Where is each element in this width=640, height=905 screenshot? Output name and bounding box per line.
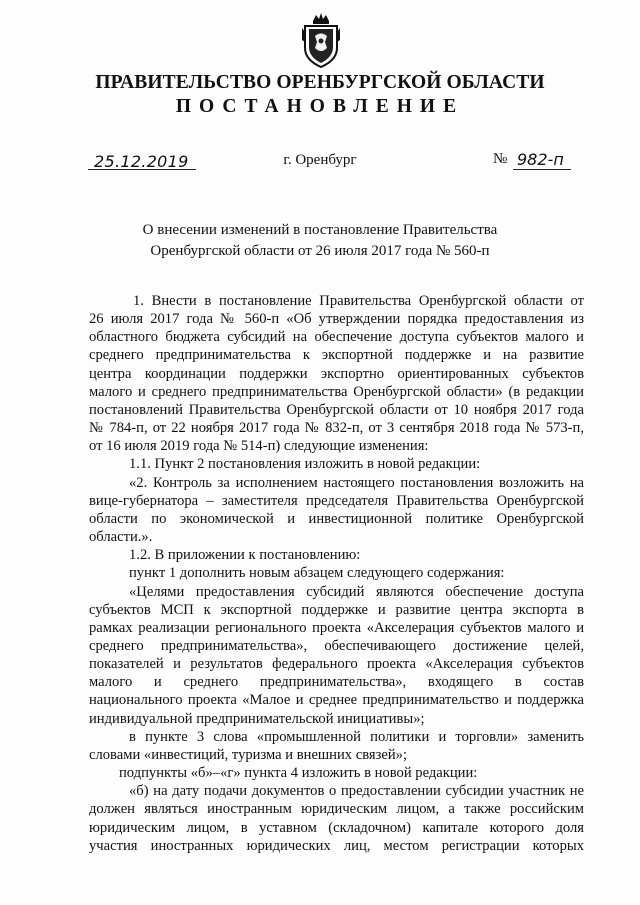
body-line: областного бюджета субсидий на обеспечение доступа субъектов малого и — [89, 329, 584, 346]
body-line: 26 июля 2017 года № 560-п «Об утверждении порядка предоставления из — [89, 311, 584, 328]
body-line: области по экономической и инвестиционной политике Оренбургской — [89, 510, 584, 527]
subject-line: О внесении изменений в постановление Правительства — [142, 222, 498, 238]
body-line: постановлений Правительства Оренбургской области от 10 ноября 2017 года — [89, 401, 584, 418]
government-name: ПРАВИТЕЛЬСТВО ОРЕНБУРГСКОЙ ОБЛАСТИ — [95, 72, 545, 93]
document-date: 25.12.2019 — [94, 152, 189, 171]
body-line: словами «инвестиций, туризма и внешних связей»; — [89, 746, 408, 763]
subject-line: Оренбургской области от 26 июля 2017 года № 560-п — [150, 243, 490, 259]
body-line: юридическим лицом, в уставном (складочном) капитале которого доля — [89, 819, 584, 836]
date-underline — [88, 169, 196, 170]
body-line: участия иностранных юридических лиц, местом регистрации которых — [89, 837, 584, 854]
body-line: «б) на дату подачи документов о предоставлении субсидии участник не — [129, 783, 584, 800]
number-underline — [513, 169, 571, 170]
body-line: в пункте 3 слова «промышленной политики и торговли» заменить — [129, 728, 584, 745]
body-line: индивидуальной предпринимательской инициативы»; — [89, 710, 425, 727]
body-line: малого и среднего предпринимательства Оренбургской области» (в редакции — [89, 383, 584, 400]
body-line: 1.1. Пункт 2 постановления изложить в новой редакции: — [129, 456, 481, 473]
number-field — [493, 150, 571, 172]
body-line: 1.2. В приложении к постановлению: — [129, 547, 361, 564]
body-line: национального проекта «Малое и среднее предпринимательство и поддержка — [89, 692, 584, 709]
body-line: должен являться иностранным юридическим лицом, а также российским — [89, 801, 584, 818]
body-line: подпункты «б»–«г» пункта 4 изложить в новой редакции: — [119, 765, 478, 782]
body-line: вице-губернатора – заместителя председателя Правительства Оренбургской — [89, 492, 584, 509]
coat-of-arms-emblem — [299, 12, 343, 70]
body-line: № 784-п, от 22 ноября 2017 года № 832-п, от 3 сентября 2018 года № 573-п, — [89, 420, 584, 437]
body-line: от 16 июля 2019 года № 514-п) следующие изменения: — [89, 438, 429, 455]
document-type: ПОСТАНОВЛЕНИЕ — [175, 96, 465, 117]
document-body — [89, 292, 584, 855]
body-line: 1. Внести в постановление Правительства Оренбургской области от — [133, 293, 584, 309]
body-line: среднего предпринимательства», обеспечивающего достижение целей, — [89, 637, 584, 654]
body-line: «2. Контроль за исполнением настоящего постановления возложить на — [129, 474, 584, 491]
document-number: 982-п — [517, 150, 564, 169]
body-line: показателей и результатов федерального проекта «Акселерация субъектов — [89, 656, 584, 673]
body-line: центра координации поддержки экспортно ориентированных субъектов — [89, 365, 584, 382]
body-line: пункт 1 дополнить новым абзацем следующего содержания: — [129, 565, 505, 582]
body-line: рамках реализации регионального проекта «Акселерация субъектов малого и — [89, 619, 584, 636]
city: г. Оренбург — [283, 152, 357, 168]
number-sign: № — [493, 151, 508, 167]
body-line: «Целями предоставления субсидий являются обеспечение доступа — [129, 583, 584, 600]
document-subject — [0, 220, 640, 262]
body-line: области.». — [89, 529, 153, 546]
body-line: субъектов МСП к экспортной поддержке и развитие центра экспорта в — [89, 601, 584, 618]
body-line: малого и среднего предпринимательства», входящего в состав — [89, 674, 584, 691]
body-line: среднего предпринимательства к экспортной поддержке и на развитие — [89, 347, 584, 364]
